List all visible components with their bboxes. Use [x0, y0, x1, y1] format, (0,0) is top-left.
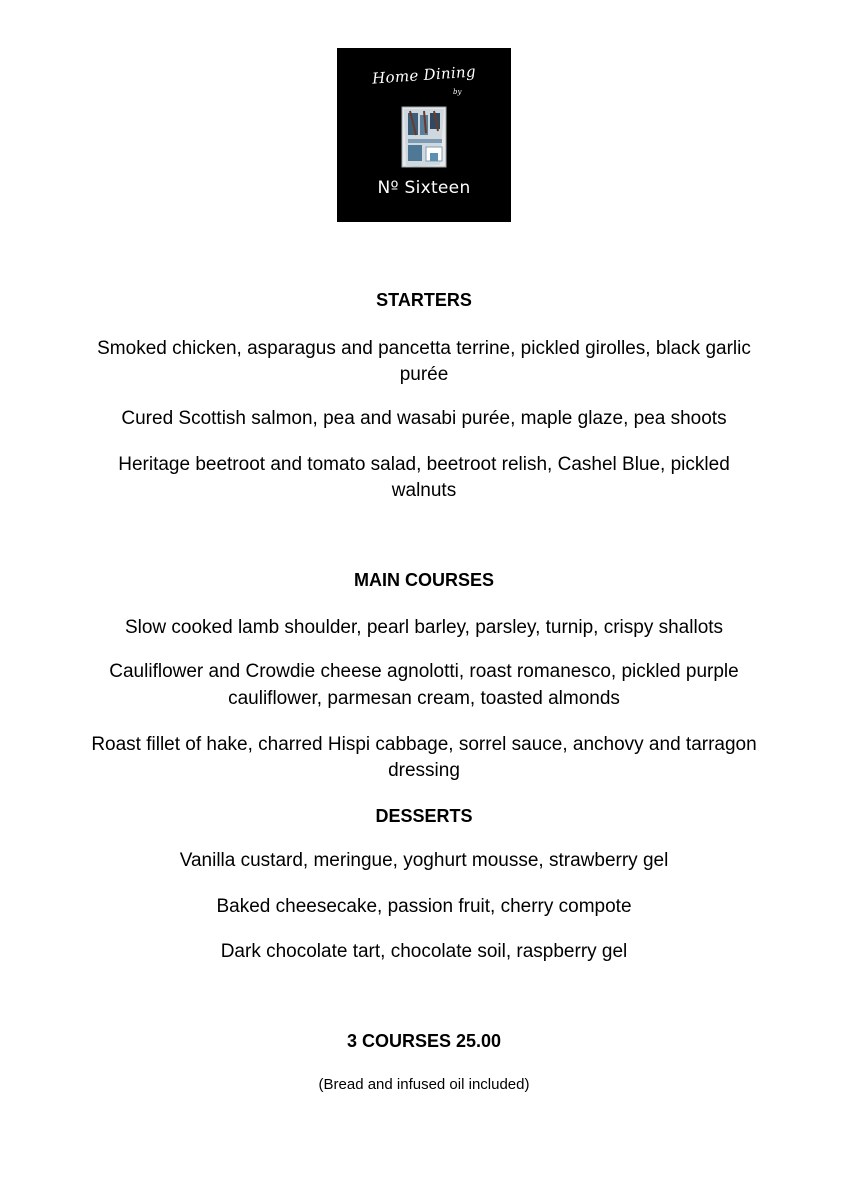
main-item: Roast fillet of hake, charred Hispi cabbage, sorrel sauce, anchovy and tarragon [91, 734, 757, 755]
logo-by: by [453, 88, 462, 96]
starter-item: Smoked chicken, asparagus and pancetta terrine, pickled girolles, black garlic [97, 338, 751, 359]
price: 3 COURSES 25.00 [346, 1031, 502, 1051]
main-courses-heading: MAIN COURSES [353, 570, 494, 590]
main-item: dressing [388, 760, 460, 781]
dessert-item: Dark chocolate tart, chocolate soil, raspberry gel [220, 941, 628, 962]
starter-item: Cured Scottish salmon, pea and wasabi purée, maple glaze, pea shoots [121, 408, 727, 429]
main-item: cauliflower, parmesan cream, toasted almonds [228, 688, 620, 709]
logo-illustration [400, 105, 450, 171]
restaurant-logo [337, 48, 511, 222]
starters-heading: STARTERS [376, 290, 472, 310]
starter-item: Heritage beetroot and tomato salad, beetroot relish, Cashel Blue, pickled [118, 454, 730, 475]
bread-note: (Bread and infused oil included) [318, 1076, 530, 1093]
main-item: Slow cooked lamb shoulder, pearl barley, parsley, turnip, crispy shallots [124, 617, 724, 638]
starter-item: purée [399, 364, 449, 385]
desserts-heading: DESSERTS [375, 806, 473, 826]
dessert-item: Vanilla custard, meringue, yoghurt mousse, strawberry gel [179, 850, 669, 871]
logo-subtitle: Nº Sixteen [377, 178, 471, 198]
starter-item: walnuts [391, 480, 457, 501]
dessert-item: Baked cheesecake, passion fruit, cherry compote [216, 896, 632, 917]
main-item: Cauliflower and Crowdie cheese agnolotti, roast romanesco, pickled purple [109, 661, 739, 682]
logo-title: Home Dining [371, 62, 477, 88]
